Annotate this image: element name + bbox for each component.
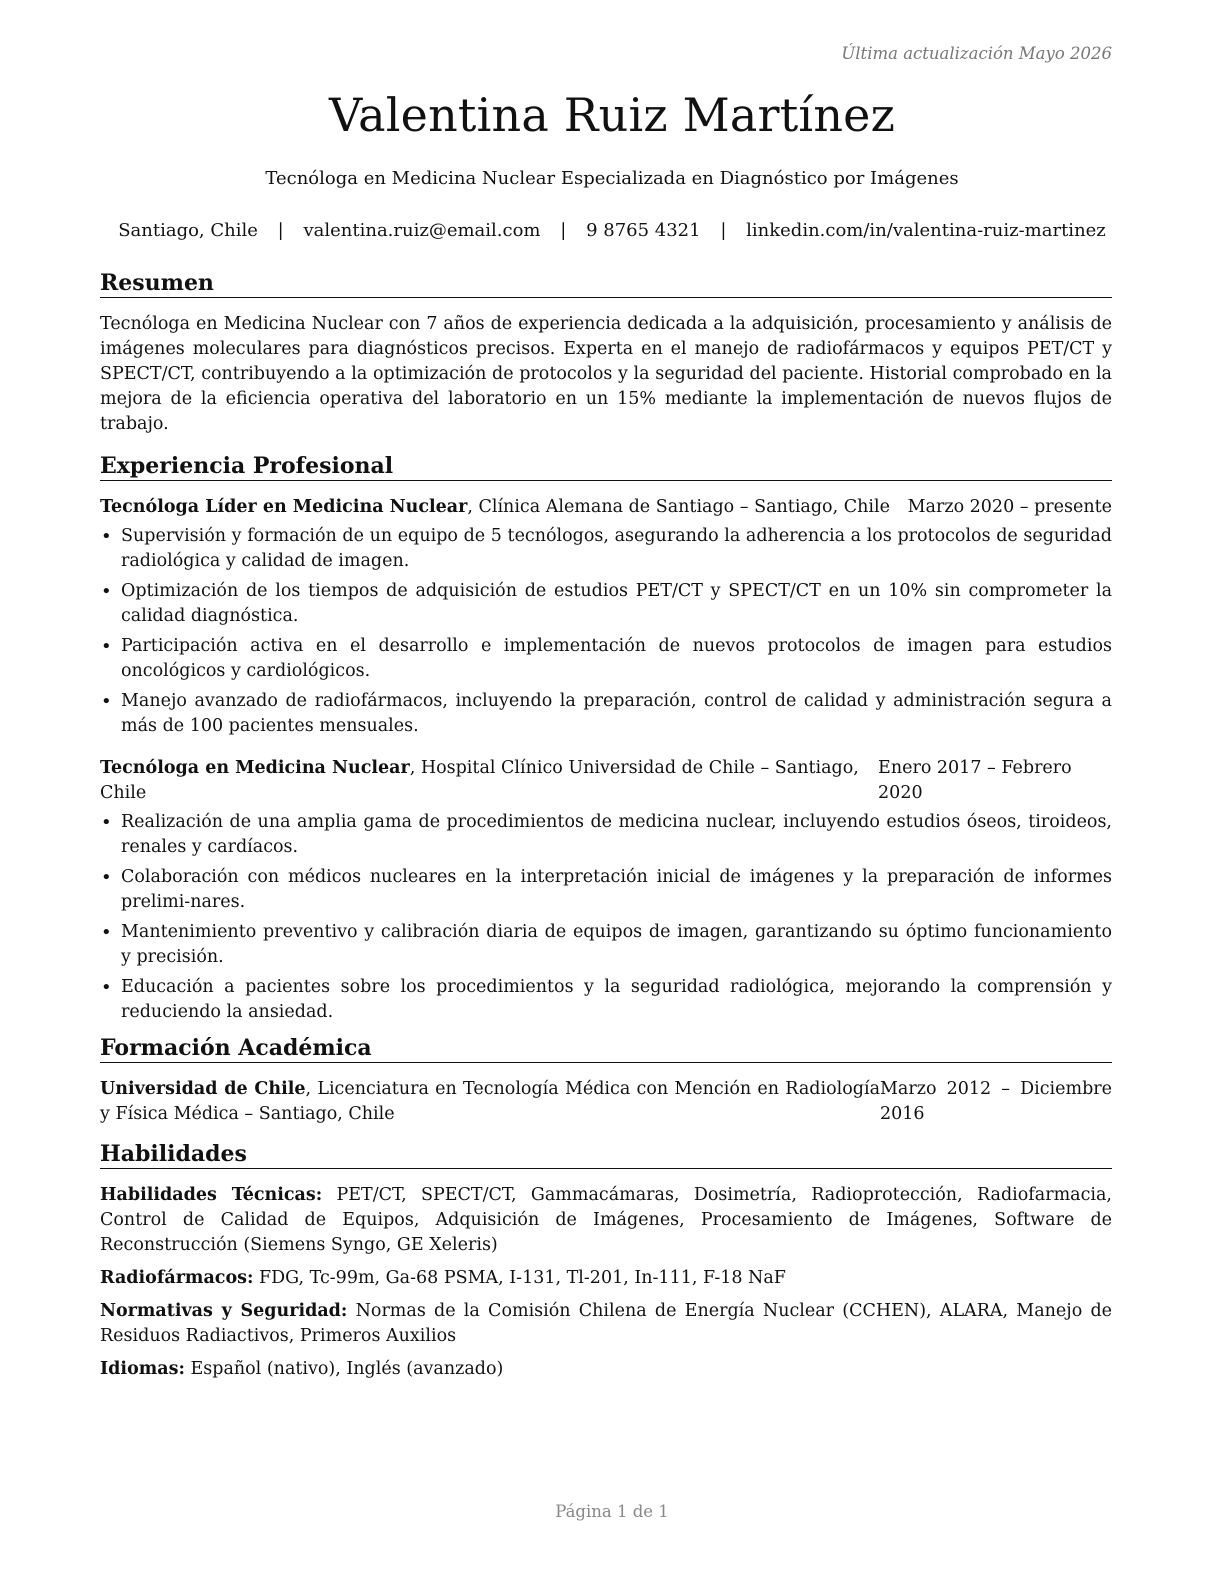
- job-header: [100, 495, 1112, 520]
- list-item: • Mantenimiento preventivo y calibración diaria de equipos de imagen, garantizando su óptimo funcionamiento y precisión.: [100, 920, 1112, 970]
- contact-separator: |: [277, 220, 284, 241]
- skill-text: Normas de la Comisión Chilena de Energía Nuclear (CCHEN), ALARA, Manejo de Residuos Radiactivos, Primeros Auxilios: [100, 1301, 1113, 1346]
- contact-separator: |: [720, 220, 727, 241]
- last-updated: Última actualización Mayo 2026: [841, 44, 1112, 63]
- list-item: • Educación a pacientes sobre los procedimientos y la seguridad radiológica, mejorando la comprensión y reduciendo la ansiedad.: [100, 975, 1112, 1025]
- section-title-summary: Resumen: [100, 270, 1112, 298]
- skill-group: [100, 1299, 1112, 1349]
- education-entry: [100, 1077, 1112, 1127]
- skill-group: [100, 1266, 1112, 1291]
- education-degree-line: [100, 1077, 880, 1127]
- skill-group: [100, 1357, 1112, 1382]
- section-title-skills: Habilidades: [100, 1141, 1112, 1169]
- candidate-name: Valentina Ruiz Martínez: [328, 88, 896, 142]
- job-entry: [100, 756, 1112, 1025]
- page-number: Página 1 de 1: [555, 1502, 669, 1521]
- skill-label: Radiofármacos:: [100, 1268, 254, 1288]
- skill-label: Normativas y Seguridad:: [100, 1301, 348, 1321]
- skill-text: FDG, Tc-99m, Ga-68 PSMA, I-131, Tl-201, In-111, F-18 NaF: [253, 1268, 786, 1288]
- summary-text: Tecnóloga en Medicina Nuclear con 7 años de experiencia dedicada a la adquisición, procesamiento y análisis de imágenes moleculares para diagnósticos precisos. Experta en el manejo de radiofármacos y equipos PET/CT y SPECT/CT, contribuyendo a la optimización de protocolos y la seguridad del paciente. Historial comprobado en la mejora de la eficiencia operativa del laboratorio en un 15% mediante la implementación de nuevos flujos de trabajo.: [100, 314, 1112, 434]
- contact-phone: 9 8765 4321: [586, 220, 701, 241]
- job-entry: [100, 495, 1112, 739]
- skill-text: Español (nativo), Inglés (avanzado): [184, 1359, 504, 1379]
- headline: Tecnóloga en Medicina Nuclear Especializada en Diagnóstico por Imágenes: [265, 168, 959, 189]
- job-header: [100, 756, 1112, 806]
- job-org: , Clínica Alemana de Santiago – Santiago, Chile: [467, 497, 890, 517]
- job-dates: Enero 2017 – Febrero 2020: [878, 758, 1072, 803]
- education-degree: , Licenciatura en Tecnología Médica con Mención en Radiología y Física Médica – Santiago, Chile: [100, 1079, 880, 1124]
- list-item: • Manejo avanzado de radiofármacos, incluyendo la preparación, control de calidad y administración segura a más de 100 pacientes mensuales.: [100, 689, 1112, 739]
- list-item: • Optimización de los tiempos de adquisición de estudios PET/CT y SPECT/CT en un 10% sin comprometer la calidad diagnóstica.: [100, 579, 1112, 629]
- skill-label: Habilidades Técnicas:: [100, 1185, 323, 1205]
- skill-label: Idiomas:: [100, 1359, 185, 1379]
- contact-location: Santiago, Chile: [118, 220, 258, 241]
- section-title-experience: Experiencia Profesional: [100, 453, 1112, 481]
- resume-content: [100, 270, 1112, 1382]
- contact-linkedin[interactable]: linkedin.com/in/valentina-ruiz-martinez: [746, 220, 1106, 241]
- job-bullets: [100, 524, 1112, 739]
- list-item: • Supervisión y formación de un equipo de 5 tecnólogos, asegurando la adherencia a los protocolos de seguridad radiológica y calidad de imagen.: [100, 524, 1112, 574]
- skill-text: PET/CT, SPECT/CT, Gammacámaras, Dosimetría, Radioprotección, Radiofarmacia, Control de Calidad de Equipos, Adquisición de Imágenes, Procesamiento de Imágenes, Software de Reconstrucción (Siemens Syngo, GE Xeleris): [100, 1185, 1112, 1255]
- job-role: Tecnóloga Líder en Medicina Nuclear: [100, 497, 468, 517]
- education-dates: Marzo 2012 – Diciembre 2016: [880, 1079, 1112, 1124]
- list-item: • Participación activa en el desarrollo e implementación de nuevos protocolos de imagen para estudios oncológicos y cardiológicos.: [100, 634, 1112, 684]
- contact-line: [0, 220, 1224, 241]
- job-bullets: [100, 810, 1112, 1025]
- job-dates: Marzo 2020 – presente: [907, 497, 1112, 517]
- skill-group: [100, 1183, 1112, 1258]
- contact-separator: |: [560, 220, 567, 241]
- job-title-line: [100, 756, 878, 806]
- job-title-line: [100, 495, 890, 520]
- job-org: , Hospital Clínico Universidad de Chile – Santiago, Chile: [100, 758, 859, 803]
- education-school: Universidad de Chile: [100, 1079, 306, 1099]
- section-title-education: Formación Académica: [100, 1035, 1112, 1063]
- job-role: Tecnóloga en Medicina Nuclear: [100, 758, 410, 778]
- contact-email[interactable]: valentina.ruiz@email.com: [303, 220, 541, 241]
- list-item: • Realización de una amplia gama de procedimientos de medicina nuclear, incluyendo estudios óseos, tiroideos, renales y cardíacos.: [100, 810, 1112, 860]
- list-item: • Colaboración con médicos nucleares en la interpretación inicial de imágenes y la preparación de informes prelimi-nares.: [100, 865, 1112, 915]
